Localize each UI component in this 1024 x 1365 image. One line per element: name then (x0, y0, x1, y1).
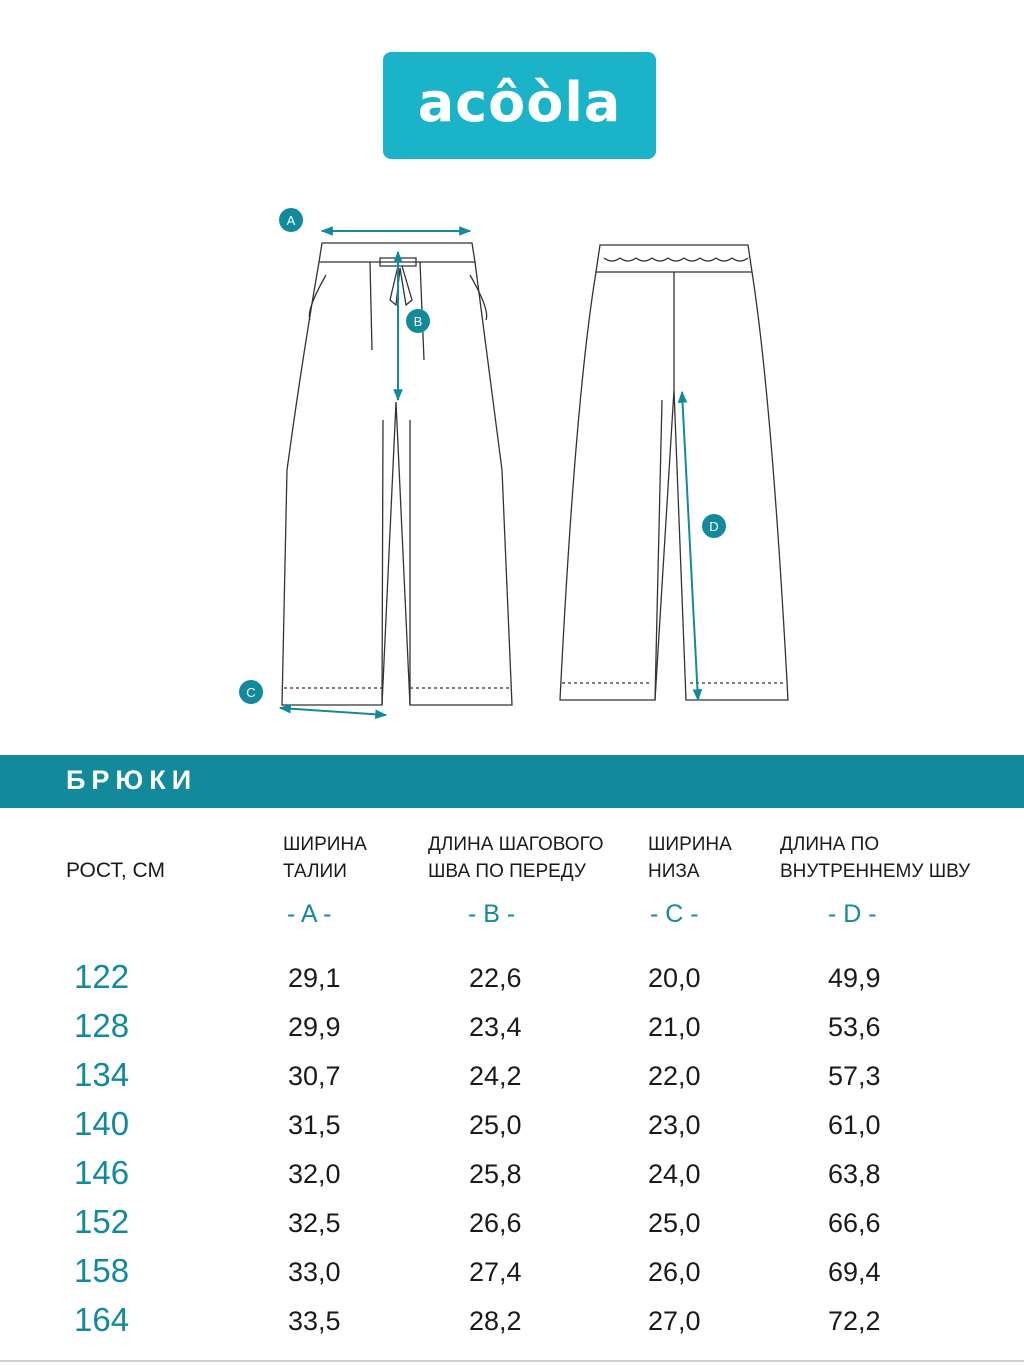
value-d: 53,6 (828, 1012, 881, 1042)
column-header-d: ДЛИНА ПО ВНУТРЕННЕМУ ШВУ (780, 834, 971, 882)
marker-a (279, 208, 303, 232)
value-d: 57,3 (828, 1061, 881, 1091)
size-value: 122 (74, 958, 130, 995)
logo-text: acôòla (417, 71, 622, 134)
value-a: 32,5 (288, 1208, 341, 1238)
column-header-a: ШИРИНА ТАЛИИ (283, 834, 367, 882)
value-b: 23,4 (469, 1012, 522, 1042)
bottom-divider (0, 1360, 1024, 1362)
value-d: 72,2 (828, 1306, 881, 1336)
size-value: 146 (74, 1154, 130, 1191)
size-value: 164 (74, 1301, 130, 1338)
section-title: БРЮКИ (66, 765, 198, 795)
svg-text:A: A (286, 213, 296, 228)
value-d: 61,0 (828, 1110, 881, 1140)
value-a: 29,9 (288, 1012, 341, 1042)
svg-text:B: B (413, 314, 423, 329)
value-a: 30,7 (288, 1061, 341, 1091)
column-header-b: ДЛИНА ШАГОВОГО ШВА ПО ПЕРЕДУ (428, 834, 604, 882)
column-letter-c: - C - (650, 900, 699, 928)
marker-d (702, 514, 726, 538)
value-b: 24,2 (469, 1061, 522, 1091)
column-header-c: ШИРИНА НИЗА (648, 834, 732, 882)
svg-text:D: D (709, 519, 719, 534)
marker-b (406, 309, 430, 333)
measurement-arrows (280, 231, 698, 715)
value-b: 28,2 (469, 1306, 522, 1336)
value-a: 32,0 (288, 1159, 341, 1189)
value-d: 49,9 (828, 963, 881, 993)
size-column-header: РОСТ, СМ (66, 859, 165, 882)
value-a: 33,5 (288, 1306, 341, 1336)
size-value: 128 (74, 1007, 130, 1044)
value-c: 26,0 (648, 1257, 701, 1287)
value-b: 27,4 (469, 1257, 522, 1287)
svg-text:C: C (246, 685, 256, 700)
value-b: 22,6 (469, 963, 522, 993)
value-c: 22,0 (648, 1061, 701, 1091)
size-value: 140 (74, 1105, 130, 1142)
column-letter-d: - D - (828, 900, 877, 928)
value-c: 24,0 (648, 1159, 701, 1189)
value-c: 20,0 (648, 963, 701, 993)
value-b: 26,6 (469, 1208, 522, 1238)
value-a: 29,1 (288, 963, 341, 993)
brand-logo (383, 52, 656, 159)
size-value: 152 (74, 1203, 130, 1240)
size-value: 158 (74, 1252, 130, 1289)
value-a: 31,5 (288, 1110, 341, 1140)
value-b: 25,8 (469, 1159, 522, 1189)
value-c: 21,0 (648, 1012, 701, 1042)
value-c: 27,0 (648, 1306, 701, 1336)
value-a: 33,0 (288, 1257, 341, 1287)
value-c: 25,0 (648, 1208, 701, 1238)
column-letter-b: - B - (468, 900, 516, 928)
value-d: 66,6 (828, 1208, 881, 1238)
value-d: 69,4 (828, 1257, 881, 1287)
value-c: 23,0 (648, 1110, 701, 1140)
size-value: 134 (74, 1056, 130, 1093)
back-view (560, 245, 788, 700)
column-letter-a: - A - (287, 900, 332, 928)
value-b: 25,0 (469, 1110, 522, 1140)
marker-c (239, 680, 263, 704)
value-d: 63,8 (828, 1159, 881, 1189)
trousers-measurement-diagram (0, 190, 1024, 730)
section-banner (0, 755, 1024, 808)
